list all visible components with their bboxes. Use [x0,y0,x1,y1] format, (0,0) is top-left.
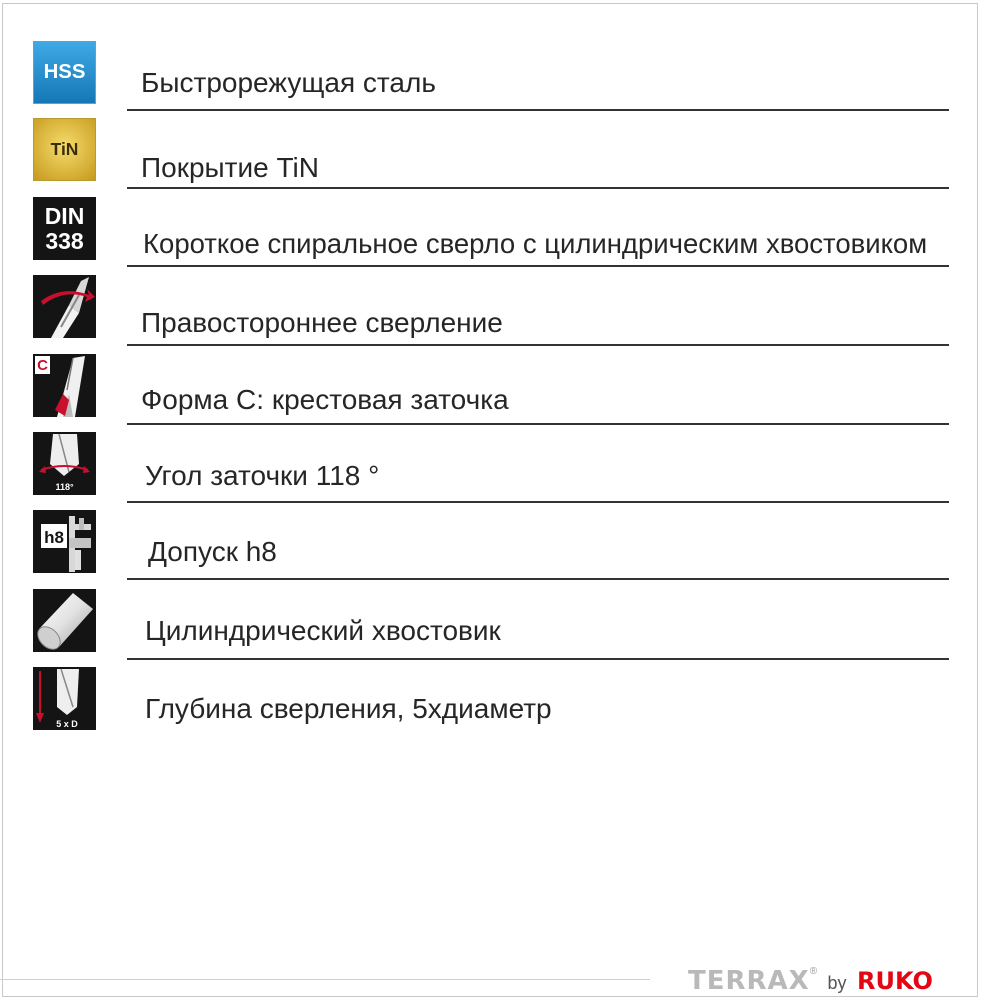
cylindrical-shank-icon [33,589,96,652]
feature-row-depth [0,667,983,737]
angle-icon-text: 118° [55,482,74,492]
din-standard-icon [33,197,96,260]
brand-logo [688,966,933,996]
divider [127,265,949,267]
divider [127,658,949,660]
feature-label: Покрытие TiN [141,152,319,183]
din-number-text: 338 [45,228,84,254]
divider [127,344,949,346]
hss-icon [33,41,96,104]
divider [127,501,949,503]
depth-icon-text: 5 x D [56,719,78,729]
feature-label: Угол заточки 118 ° [145,460,380,491]
brand-by-text: by [827,973,847,993]
ruko-logo: RUKO [857,967,933,995]
cross-point-icon [33,354,96,417]
feature-row-rotation [0,275,983,345]
feature-label: Глубина сверления, 5хдиаметр [145,693,552,724]
feature-label: Цилиндрический хвостовик [145,615,501,646]
feature-label: Допуск h8 [148,536,277,567]
feature-label: Быстрорежущая сталь [141,67,436,98]
feature-row-tolerance [0,510,983,580]
din-icon-text: DIN [44,203,85,229]
tin-coating-icon [33,118,96,181]
form-c-icon-text: C [37,357,48,374]
terrax-logo: TERRAX [688,966,810,996]
drilling-depth-icon [33,667,96,730]
point-angle-icon [33,432,96,495]
footer-divider [0,979,650,980]
hss-icon-text: HSS [43,60,86,83]
feature-row-shank [0,589,983,659]
divider [127,187,949,189]
h8-icon-text: h8 [44,528,64,547]
divider [127,109,949,111]
divider [127,578,949,580]
divider [127,423,949,425]
feature-row-form-c [0,354,983,424]
feature-row-hss [0,41,983,111]
tin-icon-text: TiN [50,138,79,159]
feature-label: Короткое спиральное сверло с цилиндрическим хвостовиком [143,228,928,259]
feature-row-point-angle [0,432,983,502]
feature-label: Правостороннее сверление [141,307,503,338]
feature-label: Форма С: крестовая заточка [141,384,509,415]
feature-row-tin [0,118,983,188]
caliper-tolerance-icon [33,510,96,573]
right-hand-rotation-icon [33,275,96,338]
feature-row-din [0,197,983,267]
registered-mark: ® [809,966,818,977]
